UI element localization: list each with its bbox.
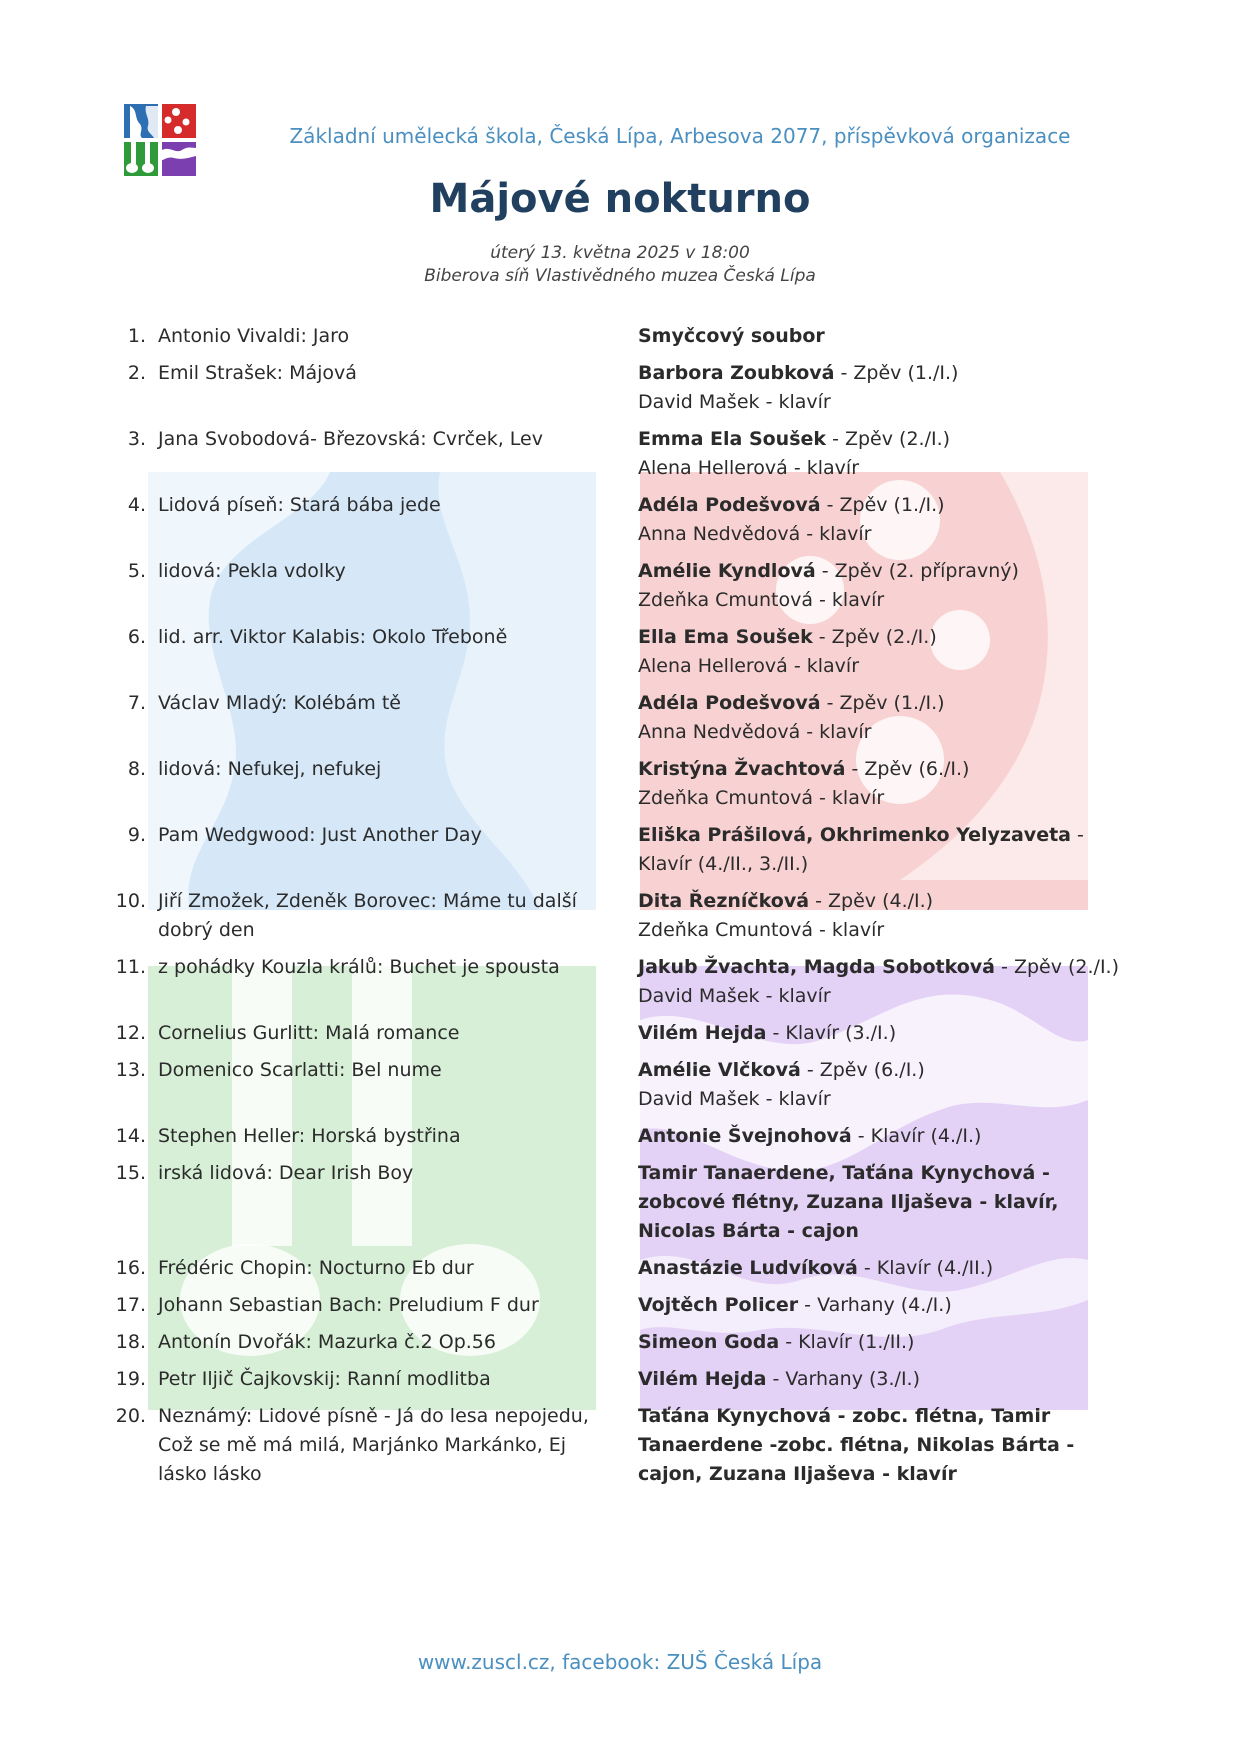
accompanist: David Mašek - klavír [638, 391, 831, 413]
programme-item-performers [638, 821, 1138, 879]
programme-item-number: 20. [115, 1405, 146, 1427]
programme-item-number: 9. [127, 824, 146, 846]
programme-item [110, 1019, 1140, 1048]
performer-name: Jakub Žvachta, Magda Sobotková [638, 956, 996, 978]
performer-name: Taťána Kynychová - zobc. flétna, Tamir Tanaerdene -zobc. flétna, Nikolas Bárta - cajon, Zuzana Iljaševa - klavír [638, 1405, 1075, 1485]
programme-item-number: 3. [127, 428, 146, 450]
performer-line [638, 1328, 1138, 1357]
performer-line [638, 821, 1138, 879]
performer-instrument: - Zpěv (4./I.) [809, 890, 934, 912]
programme-item [110, 491, 1140, 549]
programme-item-piece: z pohádky Kouzla králů: Buchet je spousta [158, 956, 560, 978]
programme-item [110, 1254, 1140, 1283]
programme-item-piece: Cornelius Gurlitt: Malá romance [158, 1022, 460, 1044]
performer-name: Antonie Švejnohová [638, 1125, 852, 1147]
page-title: Májové nokturno [429, 176, 811, 222]
programme-item-performers [638, 557, 1138, 615]
programme-item-performers [638, 953, 1138, 1011]
performer-instrument: - Zpěv (6./I.) [845, 758, 970, 780]
programme-item [110, 953, 1140, 1011]
performer-line [638, 425, 1138, 454]
performer-line [638, 1365, 1138, 1394]
performer-instrument: - Zpěv (1./I.) [820, 494, 945, 516]
programme-item-number: 7. [127, 692, 146, 714]
programme-item [110, 887, 1140, 945]
performer-name: Barbora Zoubková [638, 362, 835, 384]
performer-line [638, 755, 1138, 784]
programme-item-number: 18. [115, 1331, 146, 1353]
programme-item-performers [638, 359, 1138, 417]
performer-line [638, 623, 1138, 652]
programme-item-piece: Frédéric Chopin: Nocturno Eb dur [158, 1257, 474, 1279]
programme-item [110, 755, 1140, 813]
performer-name: Simeon Goda [638, 1331, 780, 1353]
programme-item [110, 322, 1140, 351]
accompanist: Zdeňka Cmuntová - klavír [638, 919, 885, 941]
performer-line [638, 1019, 1138, 1048]
accompanist: Anna Nedvědová - klavír [638, 523, 872, 545]
school-name: Základní umělecká škola, Česká Lípa, Arbesova 2077, příspěvková organizace [289, 124, 1071, 148]
programme-item-performers [638, 1019, 1138, 1048]
programme-item-number: 8. [127, 758, 146, 780]
performer-instrument: - Varhany (4./I.) [798, 1294, 952, 1316]
accompanist: Zdeňka Cmuntová - klavír [638, 589, 885, 611]
programme-item-number: 19. [115, 1368, 146, 1390]
performer-instrument: - Klavír (3./I.) [766, 1022, 897, 1044]
programme-item-performers [638, 689, 1138, 747]
performer-instrument: - Zpěv (1./I.) [834, 362, 959, 384]
programme-item-number: 5. [127, 560, 146, 582]
programme-item [110, 557, 1140, 615]
performer-line [638, 689, 1138, 718]
programme-item-piece: Johann Sebastian Bach: Preludium F dur [158, 1294, 539, 1316]
programme-item [110, 1056, 1140, 1114]
accompanist: Alena Hellerová - klavír [638, 457, 860, 479]
programme-item [110, 1402, 1140, 1489]
performer-line [638, 1056, 1138, 1085]
performer-name: Kristýna Žvachtová [638, 758, 846, 780]
programme-item-number: 2. [127, 362, 146, 384]
programme-item-piece: Domenico Scarlatti: Bel nume [158, 1059, 442, 1081]
performer-instrument: - Klavír (4./I.) [851, 1125, 982, 1147]
programme-item [110, 1291, 1140, 1320]
programme-item-performers [638, 1365, 1138, 1394]
programme-item-number: 11. [115, 956, 146, 978]
programme-item-piece: Pam Wedgwood: Just Another Day [158, 824, 482, 846]
programme-item-piece: lidová: Nefukej, nefukej [158, 758, 382, 780]
performer-instrument: - Zpěv (1./I.) [820, 692, 945, 714]
performer-name: Adéla Podešvová [638, 692, 821, 714]
performer-line [638, 359, 1138, 388]
accompanist: Alena Hellerová - klavír [638, 655, 860, 677]
performer-instrument: - Klavír (4./II., 3./II.) [638, 824, 1084, 875]
performer-name: Anastázie Ludvíková [638, 1257, 858, 1279]
accompanist: Anna Nedvědová - klavír [638, 721, 872, 743]
programme-item-performers [638, 1254, 1138, 1283]
performer-line [638, 557, 1138, 586]
programme-item [110, 623, 1140, 681]
programme-item-performers [638, 1291, 1138, 1320]
programme-item [110, 1122, 1140, 1151]
accompanist: David Mašek - klavír [638, 1088, 831, 1110]
performer-instrument: - Klavír (4./II.) [857, 1257, 994, 1279]
performer-name: Dita Řezníčková [638, 890, 810, 912]
performer-line [638, 1254, 1138, 1283]
programme-item-performers [638, 1056, 1138, 1114]
programme-item-piece: Jiří Zmožek, Zdeněk Borovec: Máme tu další dobrý den [158, 890, 577, 941]
programme-item-piece: lid. arr. Viktor Kalabis: Okolo Třeboně [158, 626, 508, 648]
programme-item-piece: Jana Svobodová- Březovská: Cvrček, Lev [158, 428, 543, 450]
programme-item-piece: Neznámý: Lidové písně - Já do lesa nepojedu, Což se mě má milá, Marjánko Markánko, Ej lásko lásko [158, 1405, 589, 1485]
programme-item-number: 13. [115, 1059, 146, 1081]
programme-item-number: 1. [127, 325, 146, 347]
programme-item [110, 1365, 1140, 1394]
performer-instrument: - Varhany (3./I.) [766, 1368, 921, 1390]
programme-item-performers [638, 887, 1138, 945]
programme-item-piece: Emil Strašek: Májová [158, 362, 357, 384]
programme-item-piece: Lidová píseň: Stará bába jede [158, 494, 441, 516]
performer-name: Vilém Hejda [638, 1022, 767, 1044]
programme-item-number: 12. [115, 1022, 146, 1044]
programme-item-number: 17. [115, 1294, 146, 1316]
programme-item [110, 425, 1140, 483]
programme-item-performers [638, 425, 1138, 483]
performer-name: Adéla Podešvová [638, 494, 821, 516]
performer-instrument: - Zpěv (2./I.) [812, 626, 937, 648]
programme-item-performers [638, 1402, 1138, 1489]
programme-item-piece: Václav Mladý: Kolébám tě [158, 692, 401, 714]
performer-name: Tamir Tanaerdene, Taťána Kynychová - zobcové flétny, Zuzana Iljaševa - klavír, Nicolas Bárta - cajon [638, 1162, 1059, 1242]
accompanist: David Mašek - klavír [638, 985, 831, 1007]
performer-line [638, 1291, 1138, 1320]
programme-item-number: 4. [127, 494, 146, 516]
performer-name: Smyčcový soubor [638, 325, 825, 347]
performer-name: Vojtěch Policer [638, 1294, 799, 1316]
programme-item [110, 821, 1140, 879]
performer-instrument: - Zpěv (2./I.) [995, 956, 1119, 978]
programme-item-number: 15. [115, 1162, 146, 1184]
programme-item [110, 1159, 1140, 1246]
programme-item-performers [638, 755, 1138, 813]
programme-item-piece: Stephen Heller: Horská bystřina [158, 1125, 461, 1147]
programme-item-piece: Petr Iljič Čajkovskij: Ranní modlitba [158, 1368, 491, 1390]
programme-item [110, 689, 1140, 747]
performer-name: Eliška Prášilová, Okhrimenko Yelyzaveta [638, 824, 1071, 846]
programme-item-performers [638, 1328, 1138, 1357]
accompanist: Zdeňka Cmuntová - klavír [638, 787, 885, 809]
programme-item-number: 16. [115, 1257, 146, 1279]
programme-item-performers [638, 1122, 1138, 1151]
performer-line [638, 1402, 1138, 1489]
programme-item-piece: Antonín Dvořák: Mazurka č.2 Op.56 [158, 1331, 496, 1353]
performer-instrument: - Zpěv (2./I.) [826, 428, 951, 450]
programme-item-number: 10. [115, 890, 146, 912]
performer-line [638, 1122, 1138, 1151]
performer-name: Ella Ema Soušek [638, 626, 813, 648]
performer-line [638, 322, 1138, 351]
programme-item-performers [638, 623, 1138, 681]
performer-line [638, 953, 1138, 982]
performer-line [638, 1159, 1138, 1246]
programme-item-performers [638, 1159, 1138, 1246]
performer-name: Vilém Hejda [638, 1368, 767, 1390]
programme-item-number: 14. [115, 1125, 146, 1147]
footer-links: www.zuscl.cz, facebook: ZUŠ Česká Lípa [417, 1650, 823, 1674]
performer-name: Amélie Vlčková [638, 1059, 801, 1081]
performer-instrument: - Zpěv (6./I.) [800, 1059, 925, 1081]
performer-instrument: - Zpěv (2. přípravný) [815, 560, 1019, 582]
programme-item [110, 1328, 1140, 1357]
programme-list [110, 322, 1140, 1497]
programme-item-piece: lidová: Pekla vdolky [158, 560, 346, 582]
performer-name: Emma Ela Soušek [638, 428, 827, 450]
performer-instrument: - Klavír (1./II.) [779, 1331, 915, 1353]
event-venue: Biberova síň Vlastivědného muzea Česká Lípa [424, 266, 816, 286]
performer-name: Amélie Kyndlová [638, 560, 816, 582]
programme-item-performers [638, 322, 1138, 351]
performer-line [638, 887, 1138, 916]
school-logo [124, 104, 196, 176]
programme-item-number: 6. [127, 626, 146, 648]
performer-line [638, 491, 1138, 520]
programme-item-performers [638, 491, 1138, 549]
programme-item [110, 359, 1140, 417]
programme-item-piece: irská lidová: Dear Irish Boy [158, 1162, 414, 1184]
programme-item-piece: Antonio Vivaldi: Jaro [158, 325, 350, 347]
event-date: úterý 13. května 2025 v 18:00 [490, 243, 750, 263]
